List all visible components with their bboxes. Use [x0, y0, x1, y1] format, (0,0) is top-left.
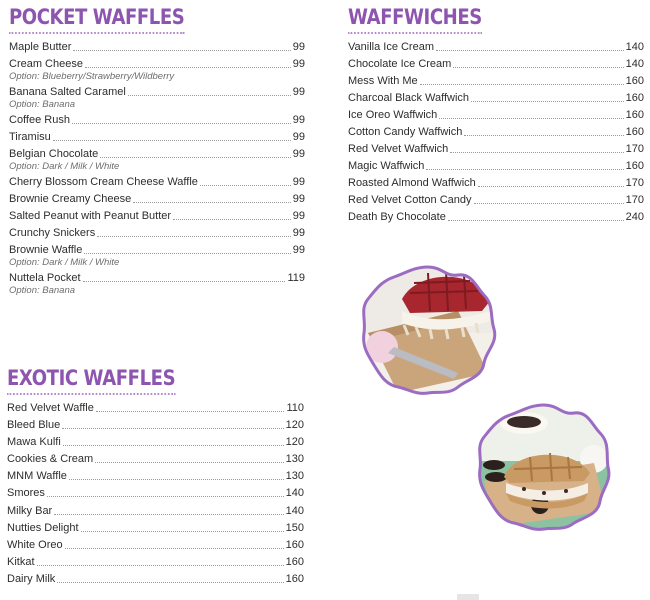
menu-item	[9, 130, 305, 144]
menu-item-option: Option: Banana	[9, 99, 76, 110]
menu-item-name: Brownie Waffle	[9, 244, 83, 256]
menu-item	[348, 176, 644, 190]
menu-item	[348, 57, 644, 71]
menu-item	[9, 85, 305, 99]
menu-item-price: 160	[285, 538, 304, 551]
dot-leader	[200, 185, 291, 186]
menu-item-price: 99	[292, 114, 305, 126]
menu-item-price: 160	[625, 92, 644, 104]
dot-leader	[95, 462, 283, 463]
menu-item-name: White Oreo	[7, 538, 63, 551]
dot-leader	[439, 118, 623, 119]
dot-leader	[83, 281, 286, 282]
dot-leader	[69, 479, 284, 480]
dot-leader	[453, 67, 623, 68]
menu-item-price: 99	[292, 210, 305, 222]
menu-item	[9, 192, 305, 206]
dot-leader	[54, 514, 283, 515]
menu-item	[7, 401, 304, 415]
dot-leader	[173, 219, 291, 220]
menu-item	[7, 504, 304, 518]
menu-item-name: Bleed Blue	[7, 419, 61, 432]
dot-leader	[53, 140, 291, 141]
menu-item	[7, 538, 304, 552]
menu-item	[348, 40, 644, 54]
menu-item-name: Tiramisu	[9, 131, 51, 143]
dot-leader	[450, 152, 623, 153]
dot-leader	[57, 582, 283, 583]
menu-item	[348, 125, 644, 139]
menu-item-name: Milky Bar	[7, 504, 53, 517]
dot-leader	[100, 157, 290, 158]
menu-item-name: MNM Waffle	[7, 470, 67, 483]
dot-leader	[133, 202, 290, 203]
menu-item-name: Banana Salted Caramel	[9, 86, 126, 98]
menu-item-name: Red Velvet Waffwich	[348, 143, 449, 155]
dot-leader	[474, 203, 624, 204]
waffwiches-section	[348, 4, 644, 224]
page-edge-mark	[457, 594, 479, 600]
menu-item-price: 130	[285, 453, 304, 466]
menu-item-price: 140	[625, 58, 644, 70]
dot-leader	[436, 50, 624, 51]
menu-item-name: Maple Butter	[9, 41, 72, 53]
menu-item-price: 170	[625, 143, 644, 155]
menu-item-name: Smores	[7, 487, 45, 500]
menu-item-name: Cherry Blossom Cream Cheese Waffle	[9, 176, 198, 188]
menu-item	[9, 147, 305, 161]
pocket-waffles-list	[9, 40, 305, 296]
dot-leader	[84, 253, 290, 254]
menu-item-name: Charcoal Black Waffwich	[348, 92, 470, 104]
menu-item-price: 130	[285, 470, 304, 483]
exotic-waffles-section	[7, 365, 304, 586]
dot-leader	[85, 67, 291, 68]
dot-leader	[97, 236, 291, 237]
menu-item	[9, 209, 305, 223]
menu-item-price: 140	[285, 487, 304, 500]
dot-leader	[448, 220, 624, 221]
red-velvet-waffwich-photo	[358, 263, 498, 397]
menu-item-name: Vanilla Ice Cream	[348, 41, 434, 53]
menu-item-price: 110	[286, 402, 304, 414]
menu-item-name: Red Velvet Waffle	[7, 402, 94, 414]
waffwiches-heading: WAFFWICHES	[348, 4, 482, 34]
menu-item	[7, 486, 304, 500]
menu-item-price: 160	[625, 126, 644, 138]
dot-leader	[63, 445, 284, 446]
menu-item-name: Red Velvet Cotton Candy	[348, 194, 472, 206]
menu-item	[348, 210, 644, 224]
menu-item-price: 240	[625, 211, 644, 223]
menu-item	[9, 243, 305, 257]
menu-item-name: Dairy Milk	[7, 572, 56, 585]
menu-item-price: 160	[625, 160, 644, 172]
dot-leader	[471, 101, 624, 102]
menu-item-price: 119	[287, 272, 305, 284]
menu-item-name: Nuttela Pocket	[9, 272, 81, 284]
menu-item-option: Option: Dark / Milk / White	[9, 161, 120, 172]
menu-item-name: Chocolate Ice Cream	[348, 58, 452, 70]
menu-item	[7, 418, 304, 432]
menu-item-price: 150	[285, 521, 304, 534]
menu-item	[9, 57, 305, 71]
dot-leader	[37, 565, 284, 566]
cookies-cream-waffwich-photo	[474, 401, 612, 533]
menu-item-price: 99	[292, 193, 305, 205]
menu-item-price: 99	[292, 176, 305, 188]
dot-leader	[73, 50, 290, 51]
dot-leader	[426, 169, 623, 170]
menu-item-price: 160	[625, 75, 644, 87]
menu-item-option: Option: Banana	[9, 285, 76, 296]
menu-item-price: 160	[285, 572, 304, 585]
menu-item-name: Mawa Kulfi	[7, 436, 61, 449]
menu-item-name: Salted Peanut with Peanut Butter	[9, 210, 172, 222]
dot-leader	[47, 496, 284, 497]
menu-item	[9, 175, 305, 189]
menu-item-price: 99	[292, 227, 305, 239]
menu-item-option: Option: Blueberry/Strawberry/Wildberry	[9, 71, 175, 82]
menu-item-name: Coffee Rush	[9, 114, 70, 126]
menu-item-name: Cotton Candy Waffwich	[348, 126, 463, 138]
menu-item	[7, 435, 304, 449]
pocket-waffles-heading: POCKET WAFFLES	[9, 4, 184, 34]
menu-item	[348, 74, 644, 88]
dot-leader	[96, 411, 285, 412]
menu-item-option: Option: Dark / Milk / White	[9, 257, 120, 268]
menu-item-price: 140	[625, 41, 644, 53]
menu-item-name: Death By Chocolate	[348, 211, 446, 223]
menu-item	[7, 521, 304, 535]
menu-item	[348, 108, 644, 122]
menu-item-price: 99	[292, 244, 305, 256]
menu-item-price: 170	[625, 194, 644, 206]
menu-item-name: Roasted Almond Waffwich	[348, 177, 476, 189]
dot-leader	[128, 95, 291, 96]
dot-leader	[81, 531, 284, 532]
menu-item-name: Cream Cheese	[9, 58, 83, 70]
dot-leader	[464, 135, 623, 136]
menu-item-name: Cookies & Cream	[7, 453, 94, 466]
menu-item-name: Mess With Me	[348, 75, 418, 87]
menu-item	[9, 40, 305, 54]
menu-item-name: Crunchy Snickers	[9, 227, 96, 239]
exotic-waffles-heading: EXOTIC WAFFLES	[7, 365, 175, 395]
menu-item-name: Nutties Delight	[7, 521, 79, 534]
menu-item	[348, 159, 644, 173]
menu-item-price: 170	[625, 177, 644, 189]
menu-item-name: Magic Waffwich	[348, 160, 425, 172]
menu-item-price: 120	[285, 436, 304, 449]
menu-item-price: 160	[625, 109, 644, 121]
menu-item	[7, 555, 304, 569]
menu-item-name: Brownie Creamy Cheese	[9, 193, 132, 205]
menu-item-name: Belgian Chocolate	[9, 148, 99, 160]
menu-item-price: 99	[292, 41, 305, 53]
menu-item	[9, 226, 305, 240]
exotic-waffles-list	[7, 401, 304, 586]
dot-leader	[478, 186, 624, 187]
dot-leader	[420, 84, 624, 85]
menu-item-price: 120	[285, 419, 304, 432]
dot-leader	[62, 428, 283, 429]
menu-item-price: 140	[285, 504, 304, 517]
menu-item	[348, 142, 644, 156]
menu-item-name: Ice Oreo Waffwich	[348, 109, 438, 121]
menu-item	[348, 91, 644, 105]
menu-item-price: 99	[292, 131, 305, 143]
menu-item-price: 99	[292, 86, 305, 98]
dot-leader	[72, 123, 291, 124]
menu-item	[9, 271, 305, 285]
waffwiches-list	[348, 40, 644, 224]
menu-item	[9, 113, 305, 127]
menu-item-price: 99	[292, 58, 305, 70]
dot-leader	[65, 548, 284, 549]
menu-item-price: 160	[285, 555, 304, 568]
menu-item	[348, 193, 644, 207]
pocket-waffles-section	[9, 4, 305, 298]
menu-item-name: Kitkat	[7, 555, 35, 568]
menu-item-price: 99	[292, 148, 305, 160]
menu-item	[7, 469, 304, 483]
menu-item	[7, 572, 304, 586]
menu-item	[7, 452, 304, 466]
